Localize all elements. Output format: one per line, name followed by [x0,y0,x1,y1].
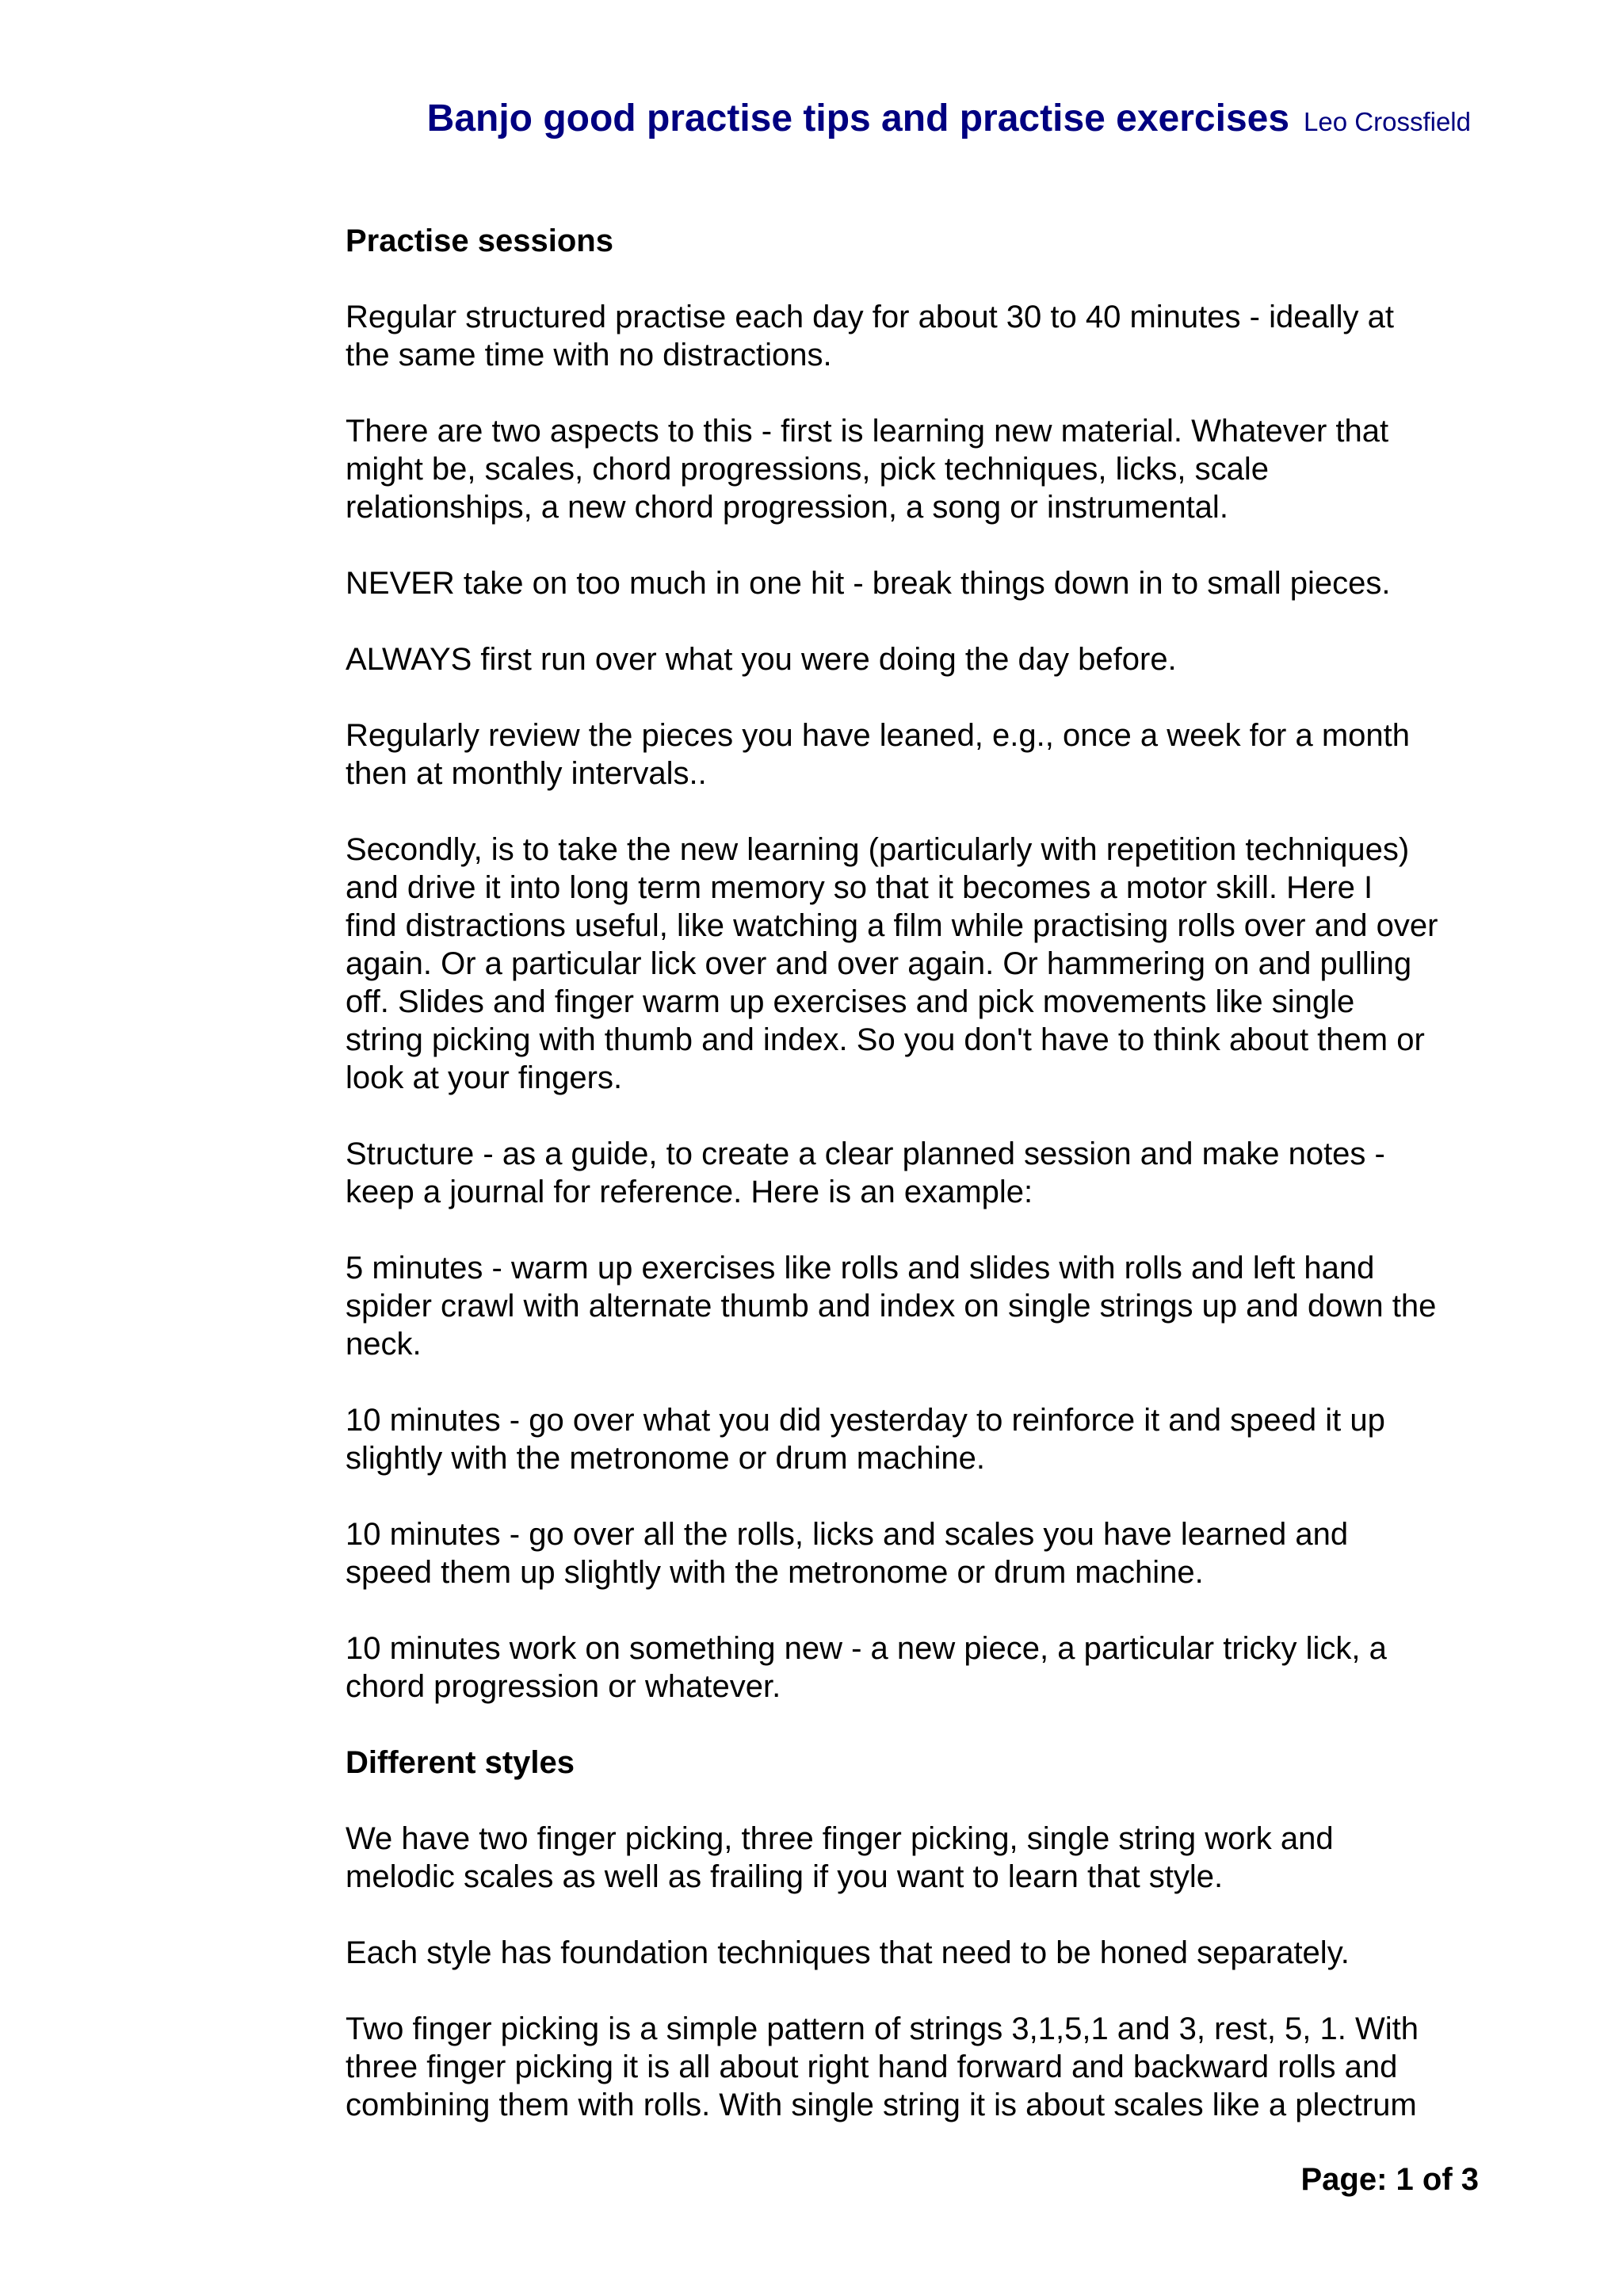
text-line: chord progression or whatever. [346,1669,781,1704]
text-line: melodic scales as well as frailing if you want to learn that style. [346,1859,1224,1894]
text-line: 10 minutes work on something new - a new piece, a particular tricky lick, a [346,1631,1387,1666]
text-line: Secondly, is to take the new learning (particularly with repetition techniques) [346,832,1410,867]
text-line: and drive it into long term memory so that it becomes a motor skill. Here I [346,870,1373,905]
text-line: Two finger picking is a simple pattern of strings 3,1,5,1 and 3, rest, 5, 1. With [346,2011,1419,2046]
section-heading-different-styles: Different styles [346,1745,575,1780]
text-line: neck. [346,1327,422,1362]
document-body [346,222,1495,2162]
paragraph [346,564,1495,602]
text-line: Regularly review the pieces you have leaned, e.g., once a week for a month [346,718,1411,753]
paragraph [346,1934,1495,1972]
text-line: Structure - as a guide, to create a clear planned session and make notes - [346,1137,1385,1171]
text-line: slightly with the metronome or drum machine. [346,1441,985,1476]
text-line: then at monthly intervals.. [346,756,707,791]
text-line: We have two finger picking, three finger picking, single string work and [346,1821,1334,1856]
text-line: three finger picking it is all about right hand forward and backward rolls and [346,2050,1398,2084]
paragraph [346,716,1495,793]
text-line: relationships, a new chord progression, a song or instrumental. [346,490,1228,525]
paragraph [346,2010,1495,2124]
text-line: Regular structured practise each day for about 30 to 40 minutes - ideally at [346,300,1394,334]
text-line: string picking with thumb and index. So you don't have to think about them or [346,1022,1425,1057]
text-line: off. Slides and finger warm up exercises and pick movements like single [346,984,1355,1019]
document-author: Leo Crossfield [1304,107,1471,136]
document-header [427,97,1471,140]
document-title: Banjo good practise tips and practise exercises [426,97,1290,139]
text-line: speed them up slightly with the metronome or drum machine. [346,1555,1204,1590]
text-line: NEVER take on too much in one hit - break things down in to small pieces. [346,566,1391,601]
section-heading-practise-sessions: Practise sessions [346,223,613,258]
text-line: 10 minutes - go over all the rolls, licks and scales you have learned and [346,1517,1349,1552]
paragraph [346,1401,1495,1477]
text-line: keep a journal for reference. Here is an example: [346,1175,1033,1209]
text-line: 10 minutes - go over what you did yesterday to reinforce it and speed it up [346,1403,1385,1438]
text-line: ALWAYS first run over what you were doing the day before. [346,642,1177,677]
text-line: Each style has foundation techniques that need to be honed separately. [346,1935,1350,1970]
text-line: might be, scales, chord progressions, pick techniques, licks, scale [346,452,1269,487]
paragraph [346,1249,1495,1363]
text-line: the same time with no distractions. [346,338,832,372]
text-line: again. Or a particular lick over and over again. Or hammering on and pulling [346,946,1412,981]
paragraph [346,298,1495,374]
text-line: look at your fingers. [346,1060,623,1095]
text-line: 5 minutes - warm up exercises like rolls and slides with rolls and left hand [346,1251,1375,1286]
paragraph [346,1515,1495,1591]
text-line: There are two aspects to this - first is learning new material. Whatever that [346,414,1389,449]
paragraph [346,1820,1495,1896]
text-line: combining them with rolls. With single string it is about scales like a plectrum [346,2088,1417,2122]
text-line: find distractions useful, like watching a film while practising rolls over and over [346,908,1438,943]
paragraph [346,1629,1495,1706]
paragraph [346,412,1495,526]
paragraph [346,831,1495,1097]
page-number: Page: 1 of 3 [1300,2162,1479,2197]
text-line: spider crawl with alternate thumb and index on single strings up and down the [346,1289,1437,1324]
paragraph [346,1135,1495,1211]
paragraph [346,640,1495,678]
